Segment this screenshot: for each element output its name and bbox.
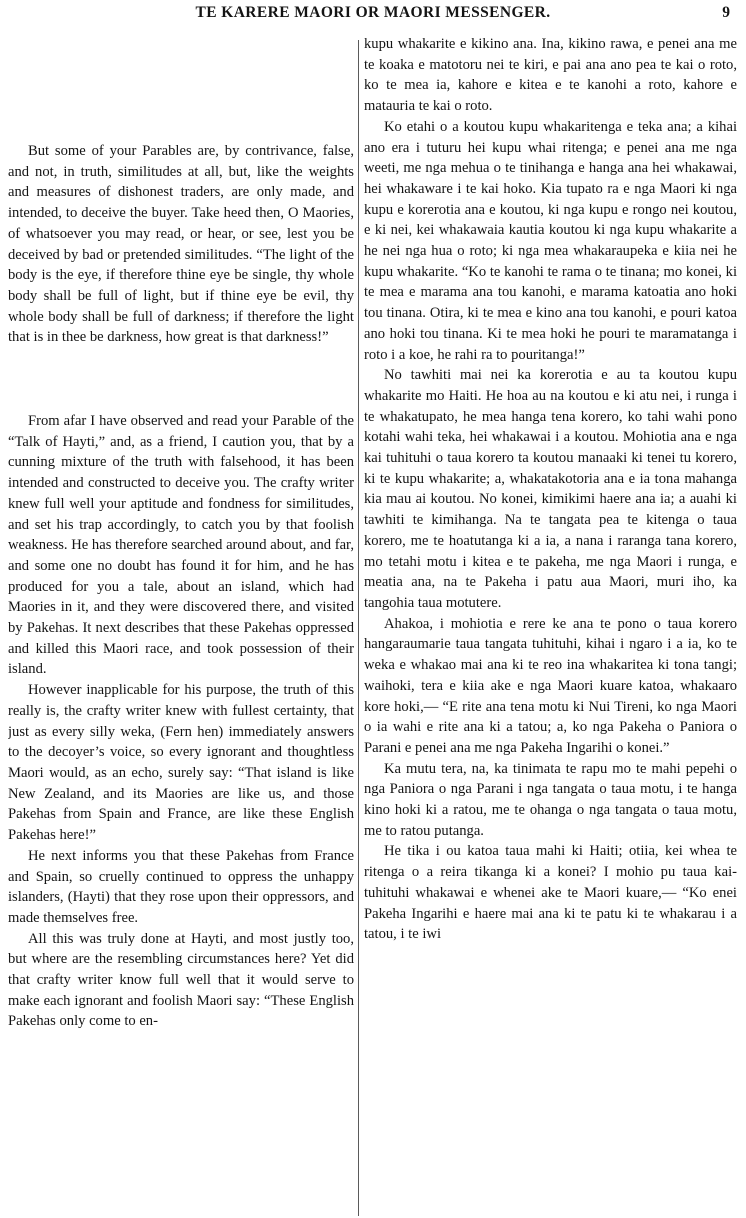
newspaper-title: TE KARERE MAORI OR MAORI MESSENGER.	[195, 4, 551, 21]
english-paragraph-3: However inapplicable for his purpose, the truth of this really is, the crafty writer knew with fullest certainty, that just as every silly weka, (Fern hen) immediately answers to the decoyer’s voice, so every ignorant and thoughtless Maori would, as an echo, surely say: “That island is like New Zealand, and its Maories are like us, and those Pakehas from Spain and France, are like these English Pakehas here!”	[8, 682, 354, 844]
maori-paragraph-2: Ko etahi o a koutou kupu whakaritenga e teka ana; a kihai ano era i tuturu hei kupu whai ritenga; e penei ana me nga weeti, me nga mehua o te tinihanga e hanga ana hei whakawai, hei whakaware i te kai hoko. Kia tupato ra e nga Maori ki nga kupu e korerotia ana e koutou, ki nga kupu e rongo nei koutou, e ki nei, kei whakawaia kautia koutou ki nga kupu whakarite a he nei nga hua o roto; ki nga mea whakaraupeka e kiia nei he kupu whakarite. “Ko te kanohi te rama o te tinana; mo konei, ki te mea e marama ana tou kanohi, e marama katoatia ano hoki tou tinana. Otira, ki te mea e kino ana tou kanohi, e pouri katoa ano hoki tou tinana. Ki te mea hoki he pouri te maramatanga i roto i a koe, he rahi ra to pouritanga!”	[364, 118, 737, 363]
english-paragraph-1: But some of your Parables are, by contrivance, false, and not, in truth, similitudes at all, but, like the weights and measures of dishonest traders, are only made, and intended, to deceive the buyer. Take heed then, O Maories, of whatsoever you may read, or hear, or see, lest you be deceived by bad or pretended similitudes. “The light of the body is the eye, if therefore thine eye be single, thy whole body shall be full of light, but if thine eye be evil, thy whole body shall be full of darkness; if therefore the light that is in thee be darkness, how great is that darkness!”	[8, 143, 354, 346]
column-divider	[358, 40, 359, 1216]
maori-paragraph-4: Ahakoa, i mohiotia e rere ke ana te pono o taua korero hangaraumarie taua tangata tuhituhi, kihai i ngaro i a ia, ko te weka e whakao mai ana ki te reo ina whakaritea ki tona tangi; waihoki, tera e kiia ake e nga Maori kuare katoa, whakaaro kore hoki,— “E rite ana tena motu ki Nui Tireni, ko nga Maori o ia wahi e rite ana ki a tatou; a, ko nga Pakeha o Paniora o Parani e penei ana me nga Pakeha Ingarihi o konei.”	[364, 615, 737, 756]
maori-paragraph-3: No tawhiti mai nei ka korerotia e au ta koutou kupu whakarite mo Haiti. He hoa au na koutou e ki atu nei, i runga i te whakatupato, he mea hanga tena korero, ko tahi wahi pono kotahi wahi teka, hei whakawai i a koutou. Mohiotia ana e nga kai tuhituhi o taua korero ta koutou manaaki ki tenei tu korero, ki te kupu whakarite; a, whakatakotoria ana e ia tona mahanga kia mau ai koutou. No konei, kimikimi haere ana ia; a auahi ki tawhiti te kimihanga. Na te tangata pea te kitenga o taua korero, me te hoatutanga ki a ia, a nana i raranga tana korero, mo tetahi motu i kitea e te pakeha, me nga Maori i runga, e meatia ana, na te Pakeha i patu aua Maori, muri iho, ka tangohia taua motutere.	[364, 367, 737, 611]
maori-paragraph-1: kupu whakarite e kikino ana. Ina, kikino rawa, e penei ana me te koaka e matotoru nei te kiri, e pai ana ano pea te kai o roto, ko te mea ia, kahore e kitea e te kanohi a roto, kahore e matauria te kai o roto.	[364, 36, 737, 115]
page-header	[0, 4, 746, 26]
english-paragraph-4: He next informs you that these Pakehas from France and Spain, so cruelly continued to oppress the unhappy islanders, (Hayti) that they rose upon their oppressors, and made themselves free.	[8, 847, 354, 926]
english-column	[8, 34, 354, 1218]
page-number: 9	[722, 4, 730, 21]
maori-paragraph-5: Ka mutu tera, na, ka tinimata te rapu mo te mahi pepehi o nga Paniora o nga Parani i nga tangata o taua motu, i te hanga kino hoki ki a ratou, me te ohanga o nga tangata o taua motu, me to ratou putanga.	[364, 760, 737, 839]
english-paragraph-2: From afar I have observed and read your Parable of the “Talk of Hayti,” and, as a friend, I caution you, that by a cunning mixture of the truth with falsehood, it has been intended and constructed to deceive you. The crafty writer knew full well your aptitude and fondness for similitudes, and set his trap accordingly, to catch you by that foolish weakness. He has therefore searched around about, and far, and some one no doubt has found it for him, and he has produced for you a tale, about an island, which had Maories in it, and they were discovered there, and visited by Pakehas. It next describes that these Pakehas oppressed and killed this Maori race, and took possession of their island.	[8, 413, 354, 678]
english-paragraph-5: All this was truly done at Hayti, and most justly too, but where are the resembling circumstances here? Yet did that crafty writer know full well that it would serve to make each ignorant and foolish Maori say: “These English Pakehas only come to en-	[8, 930, 354, 1030]
maori-paragraph-6: He tika i ou katoa taua mahi ki Haiti; otiia, kei whea te ritenga o a reira tikanga ki a konei? I mohio pu taua kai-tuhituhi whakawai e whenei ake te Maori kuare,— “Ko enei Pakeha Ingarihi e haere mai ana ki te patu ki te whakarau i a tatou, i te iwi	[364, 843, 737, 943]
maori-column	[364, 34, 737, 1218]
